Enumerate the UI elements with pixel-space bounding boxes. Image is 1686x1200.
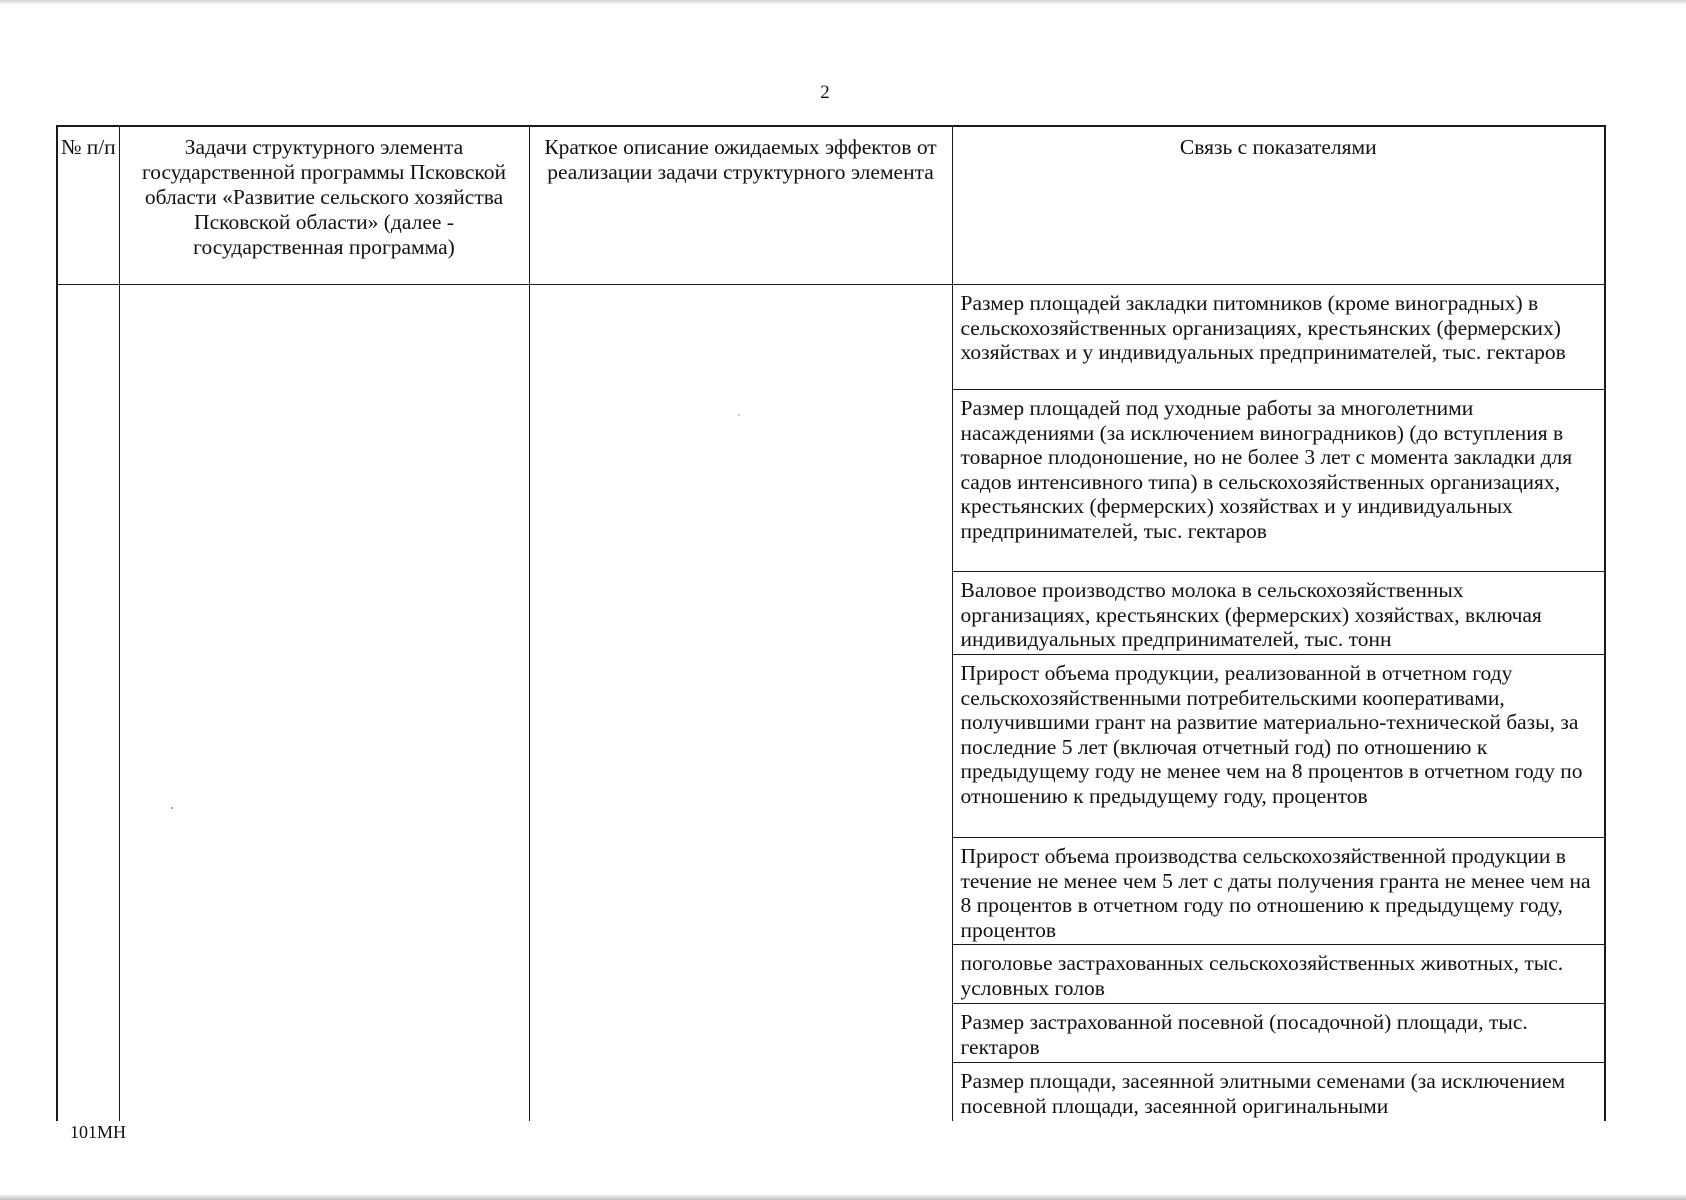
scan-speck [738,414,740,416]
header-tasks: Задачи структурного элемента государственной программы Псковской области «Развитие сельского хозяйства Псковской области» (далее - государственная программа) [119,126,529,285]
footer-code: 101MH [70,1122,127,1142]
indicator-cell: Прирост объема продукции, реализованной в отчетном году сельскохозяйственными потребительскими кооперативами, получившими грант на развитие материально-технической базы, за последние 5 лет (включая отчетный год) по отношению к предыдущему году не менее чем на 8 процентов в отчетном году по отношению к предыдущему году, процентов [952,655,1605,838]
table-row [57,285,1605,390]
indicator-cell: Размер площадей под уходные работы за многолетними насаждениями (за исключением виноградников) (до вступления в товарное плодоношение, но не более 3 лет с момента закладки для садов интенсивного типа) в сельскохозяйственных организациях, крестьянских (фермерских) хозяйствах и у индивидуальных предпринимателей, тыс. гектаров [952,390,1605,572]
header-indicators: Связь с показателями [952,126,1605,285]
header-effects: Краткое описание ожидаемых эффектов от реализации задачи структурного элемента [529,126,952,285]
scan-speck [171,807,173,809]
indicator-cell: Размер площадей закладки питомников (кроме виноградных) в сельскохозяйственных организациях, крестьянских (фермерских) хозяйствах и у индивидуальных предпринимателей, тыс. гектаров [952,285,1605,390]
cell-effect-empty [529,285,952,1122]
header-number: № п/п [57,126,119,285]
indicator-cell: Прирост объема производства сельскохозяйственной продукции в течение не менее чем 5 лет с даты получения гранта не менее чем на 8 процентов в отчетном году по отношению к предыдущему году, процентов [952,838,1605,945]
table-header-row [57,126,1605,285]
cell-number-empty [57,285,119,1122]
indicator-cell: поголовье застрахованных сельскохозяйственных животных, тыс. условных голов [952,945,1605,1004]
cell-task-empty [119,285,529,1122]
indicator-cell: Валовое производство молока в сельскохозяйственных организациях, крестьянских (фермерских) хозяйствах, включая индивидуальных предпринимателей, тыс. тонн [952,572,1605,655]
scan-edge-top [0,0,1686,5]
indicator-cell: Размер застрахованной посевной (посадочной) площади, тыс. гектаров [952,1004,1605,1063]
scan-edge-bottom [0,1194,1686,1200]
indicator-table [56,125,1606,1121]
page-number: 2 [820,82,830,103]
indicator-cell: Размер площади, засеянной элитными семенами (за исключением посевной площади, засеянной оригинальными [952,1063,1605,1122]
